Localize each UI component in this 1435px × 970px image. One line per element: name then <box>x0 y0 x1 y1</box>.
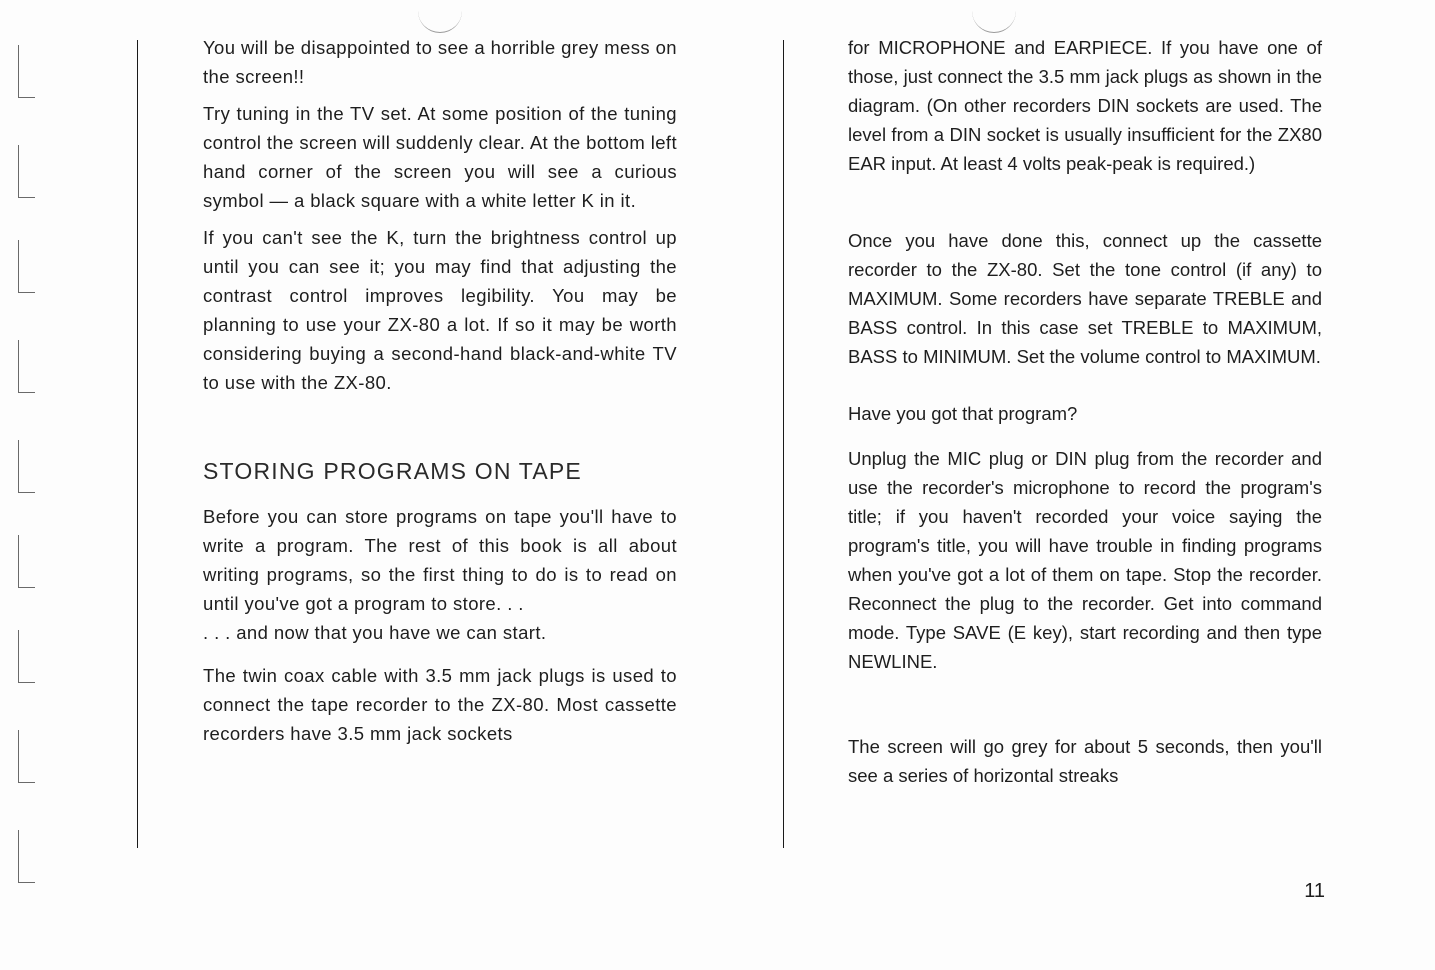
binding-mark <box>18 830 35 883</box>
paragraph: for MICROPHONE and EARPIECE. If you have one of those, just connect the 3.5 mm jack plugs as shown in the diagram. (On other recorders DIN sockets are used. The level from a DIN socket is usually insufficient for the ZX80 EAR input. At least 4 volts peak-peak is required.) <box>848 37 1322 174</box>
binding-mark <box>18 145 35 198</box>
paragraph: You will be disappointed to see a horrible grey mess on the screen!! <box>203 37 677 87</box>
punch-hole-mark <box>972 10 1016 33</box>
binding-mark <box>18 630 35 683</box>
paragraph: Try tuning in the TV set. At some position of the tuning control the screen will suddenly clear. At the bottom left hand corner of the screen you will see a curious symbol — a black square with a white letter K in it. <box>203 103 677 211</box>
right-column <box>848 33 1322 790</box>
paragraph: Once you have done this, connect up the cassette recorder to the ZX-80. Set the tone control (if any) to MAXIMUM. Some recorders have separate TREBLE and BASS control. In this case set TREBLE to MAXIMUM, BASS to MINIMUM. Set the volume control to MAXIMUM. <box>848 230 1322 367</box>
paragraph: Before you can store programs on tape you'll have to write a program. The rest of this book is all about writing programs, so the first thing to do is to read on until you've got a program to store. . . <box>203 506 677 614</box>
binding-mark <box>18 535 35 588</box>
binding-mark <box>18 730 35 783</box>
binding-mark <box>18 240 35 293</box>
paragraph: The screen will go grey for about 5 seconds, then you'll see a series of horizontal streaks <box>848 736 1322 786</box>
left-column <box>203 33 677 748</box>
punch-hole-mark <box>418 10 462 33</box>
binding-mark <box>18 45 35 98</box>
paragraph: If you can't see the K, turn the brightness control up until you can see it; you may find that adjusting the contrast control improves legibility. You may be planning to use your ZX-80 a lot. If so it may be worth considering buying a second-hand black-and-white TV to use with the ZX-80. <box>203 227 677 393</box>
section-heading: STORING PROGRAMS ON TAPE <box>203 458 582 484</box>
paragraph: Unplug the MIC plug or DIN plug from the recorder and use the recorder's microphone to record the program's title; if you haven't recorded your voice saying the program's title, you will have trouble in finding programs when you've got a lot of them on tape. Stop the recorder. Reconnect the plug to the recorder. Get into command mode. Type SAVE (E key), start recording and then type NEWLINE. <box>848 448 1322 672</box>
paragraph: . . . and now that you have we can start. <box>203 622 547 643</box>
page-number: 11 <box>1304 880 1325 902</box>
binding-mark <box>18 440 35 493</box>
binding-mark <box>18 340 35 393</box>
paragraph: Have you got that program? <box>848 403 1078 424</box>
right-column-rule <box>783 40 784 848</box>
left-column-rule <box>137 40 138 848</box>
paragraph: The twin coax cable with 3.5 mm jack plugs is used to connect the tape recorder to the ZX-80. Most cassette recorders have 3.5 mm jack sockets <box>203 665 677 744</box>
